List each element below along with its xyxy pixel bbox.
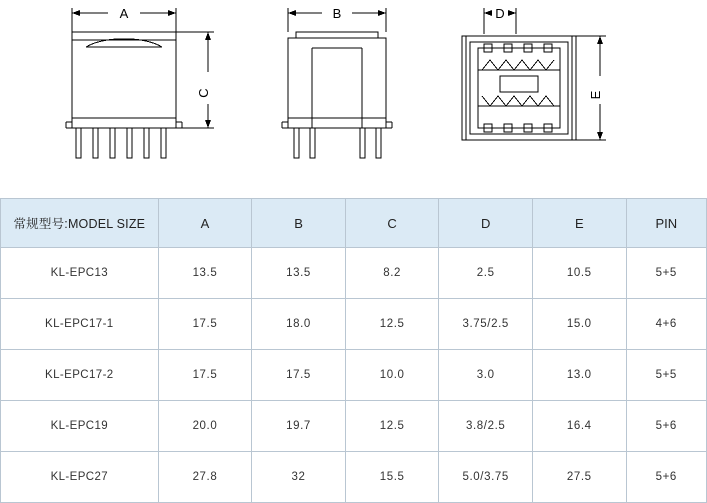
- dimension-label-c: C: [196, 88, 211, 98]
- cell-c: 15.5: [345, 452, 439, 503]
- cell-d: 3.75/2.5: [439, 299, 533, 350]
- cell-b: 32: [252, 452, 346, 503]
- cell-c: 10.0: [345, 350, 439, 401]
- specification-table: [0, 198, 707, 503]
- cell-pin: 5+6: [626, 401, 706, 452]
- view-side: [282, 8, 392, 158]
- table-header-row: [1, 199, 707, 248]
- cell-model: KL-EPC27: [1, 452, 159, 503]
- dimension-label-b: B: [332, 6, 342, 21]
- cell-a: 17.5: [158, 350, 252, 401]
- cell-e: 27.5: [532, 452, 626, 503]
- cell-model: KL-EPC19: [1, 401, 159, 452]
- table-row: [1, 248, 707, 299]
- table-header-c: C: [345, 199, 439, 248]
- dimension-label-a: A: [119, 6, 129, 21]
- table-header-model: 常规型号:MODEL SIZE: [1, 199, 159, 248]
- cell-a: 13.5: [158, 248, 252, 299]
- cell-b: 18.0: [252, 299, 346, 350]
- cell-a: 17.5: [158, 299, 252, 350]
- cell-pin: 5+5: [626, 248, 706, 299]
- cell-e: 10.5: [532, 248, 626, 299]
- drawing-svg: [0, 0, 707, 195]
- cell-c: 8.2: [345, 248, 439, 299]
- table-header-d: D: [439, 199, 533, 248]
- cell-d: 2.5: [439, 248, 533, 299]
- table-header-a: A: [158, 199, 252, 248]
- cell-c: 12.5: [345, 299, 439, 350]
- table-row: [1, 350, 707, 401]
- cell-pin: 5+5: [626, 350, 706, 401]
- cell-e: 15.0: [532, 299, 626, 350]
- cell-model: KL-EPC17-2: [1, 350, 159, 401]
- technical-drawings: [0, 0, 707, 195]
- cell-d: 3.0: [439, 350, 533, 401]
- dimension-label-d: D: [495, 6, 505, 21]
- view-front: [66, 8, 214, 158]
- cell-model: KL-EPC17-1: [1, 299, 159, 350]
- table-row: [1, 401, 707, 452]
- view-bottom: [462, 8, 606, 140]
- cell-a: 27.8: [158, 452, 252, 503]
- table-row: [1, 299, 707, 350]
- cell-c: 12.5: [345, 401, 439, 452]
- cell-e: 13.0: [532, 350, 626, 401]
- cell-pin: 4+6: [626, 299, 706, 350]
- cell-pin: 5+6: [626, 452, 706, 503]
- table-header-pin: PIN: [626, 199, 706, 248]
- cell-d: 5.0/3.75: [439, 452, 533, 503]
- cell-e: 16.4: [532, 401, 626, 452]
- cell-b: 13.5: [252, 248, 346, 299]
- table-header-e: E: [532, 199, 626, 248]
- table-header-b: B: [252, 199, 346, 248]
- table-row: [1, 452, 707, 503]
- cell-b: 19.7: [252, 401, 346, 452]
- cell-b: 17.5: [252, 350, 346, 401]
- cell-a: 20.0: [158, 401, 252, 452]
- dimension-label-e: E: [588, 90, 603, 100]
- cell-model: KL-EPC13: [1, 248, 159, 299]
- cell-d: 3.8/2.5: [439, 401, 533, 452]
